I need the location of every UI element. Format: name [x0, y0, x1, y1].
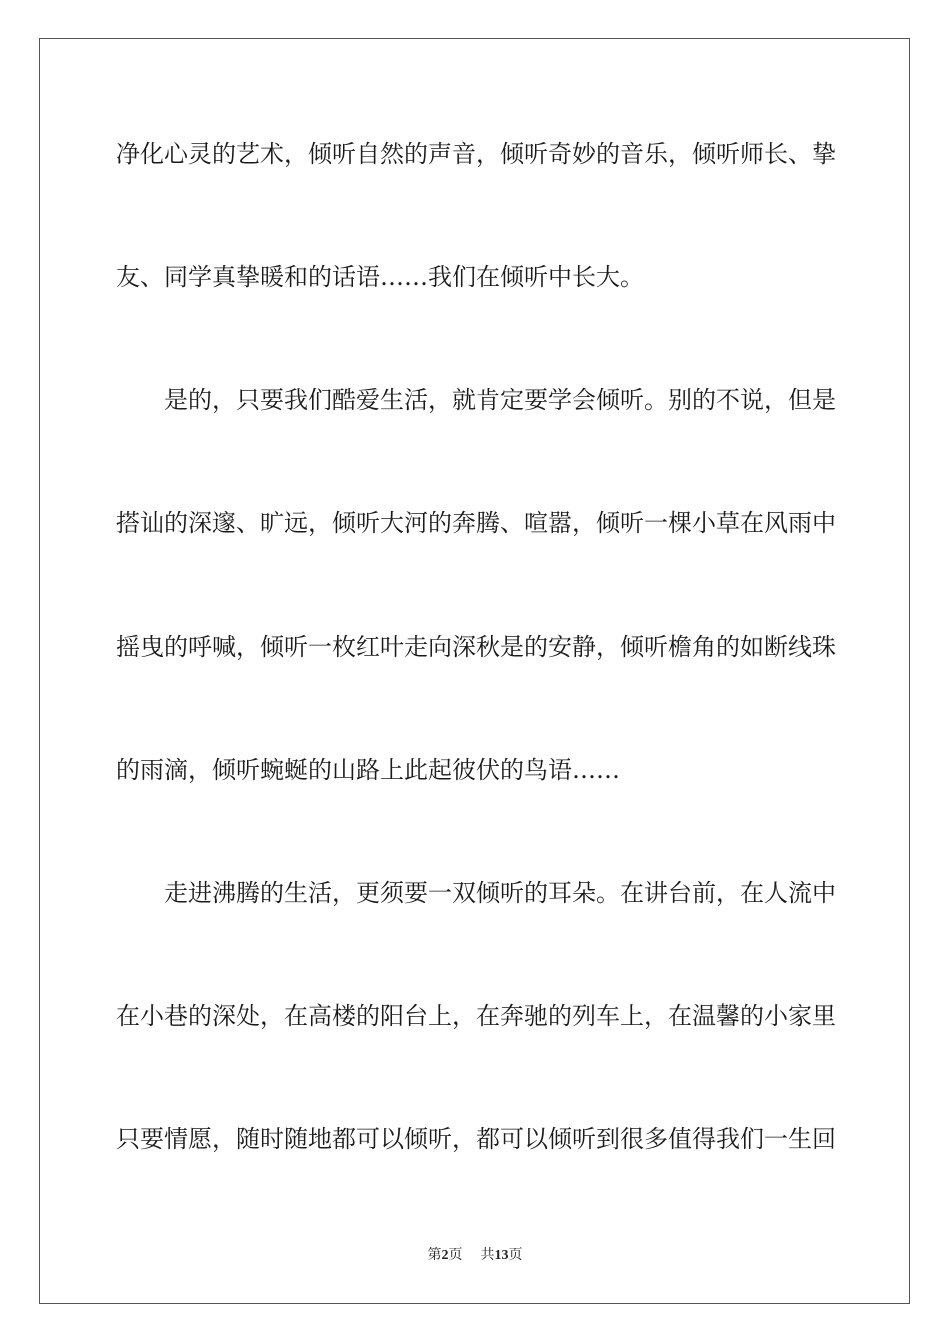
body-line-1: 净化心灵的艺术，倾听自然的声音，倾听奇妙的音乐，倾听师长、挚	[116, 140, 836, 168]
footer-page-suffix: 页	[448, 1248, 463, 1263]
footer-page-prefix: 第	[427, 1248, 442, 1263]
body-line-9: 只要情愿，随时随地都可以倾听，都可以倾听到很多值得我们一生回	[116, 1125, 836, 1153]
body-line-2: 友、同学真挚暖和的话语……我们在倾听中长大。	[116, 263, 644, 291]
body-line-4: 搭讪的深邃、旷远，倾听大河的奔腾、喧嚣，倾听一棵小草在风雨中	[116, 509, 836, 537]
body-line-7: 走进沸腾的生活，更须要一双倾听的耳朵。在讲台前，在人流中	[164, 879, 836, 907]
body-line-6: 的雨滴，倾听蜿蜒的山路上此起彼伏的鸟语……	[116, 756, 620, 784]
footer-total-suffix: 页	[508, 1248, 523, 1263]
body-line-8: 在小巷的深处，在高楼的阳台上，在奔驰的列车上，在温馨的小家里	[116, 1002, 836, 1030]
page-border	[39, 38, 910, 1304]
body-line-3: 是的，只要我们酷爱生活，就肯定要学会倾听。别的不说，但是	[164, 386, 836, 414]
footer-total-number: 13	[494, 1248, 509, 1263]
footer-page-number: 2	[441, 1248, 449, 1263]
footer-total-prefix: 共	[480, 1248, 495, 1263]
page-footer	[0, 1247, 950, 1265]
body-line-5: 摇曳的呼喊，倾听一枚红叶走向深秋是的安静，倾听檐角的如断线珠	[116, 633, 836, 661]
